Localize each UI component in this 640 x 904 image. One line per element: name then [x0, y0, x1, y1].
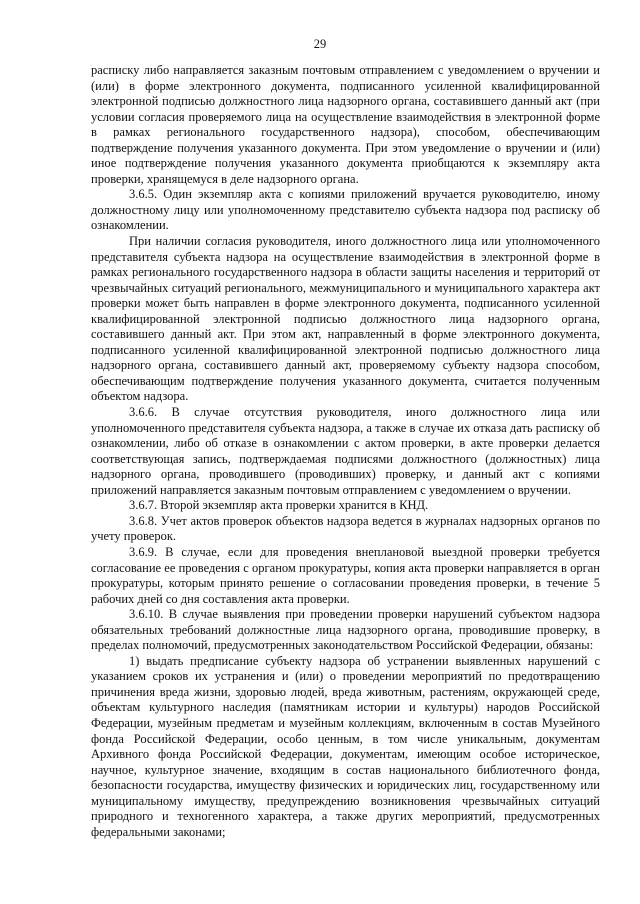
paragraph-3-6-7: 3.6.7. Второй экземпляр акта проверки хранится в КНД. [129, 498, 429, 513]
page-number: 29 [313, 37, 327, 51]
paragraph-3-6-10: 3.6.10. В случае выявления при проведении проверки нарушений субъектом надзора обязательных требований должностные лица надзорного органа, проводившие проверку, в пределах полномочий, предусмотренных законодательством Российской Федерации, обязаны: [91, 607, 600, 653]
document-body [91, 63, 600, 840]
paragraph-3-6-8: 3.6.8. Учет актов проверок объектов надзора ведется в журналах надзорных органов по учету проверок. [91, 513, 600, 544]
list-item-1: 1) выдать предписание субъекту надзора об устранении выявленных нарушений с указанием сроков их устранения и (или) о проведении мероприятий по предотвращению причинения вреда жизни, здоровью людей, вреда животным, растениям, окружающей среде, объектам культурного наследия (памятникам истории и культуры) народов Российской Федерации, музейным предметам и музейным коллекциям, включенным в состав Музейного фонда Российской Федерации, особо ценным, в том числе уникальным, документам Архивного фонда Российской Федерации, документам, имеющим особое историческое, научное, культурное значение, входящим в состав национального библиотечного фонда, безопасности государства, имуществу физических и юридических лиц, государственному или муниципальному имуществу, предупреждению возникновения чрезвычайных ситуаций природного и техногенного характера, а также других мероприятий, предусмотренных федеральными законами; [91, 653, 600, 839]
paragraph-continuation: распиcку либо направляется заказным почтовым отправлением с уведомлением о вручении и (или) в форме электронного документа, подписанного усиленной квалифицированной электронной подписью должностного лица надзорного органа, составившего данный акт (при условии согласия проверяемого лица на осуществление взаимодействия в электронной форме в рамках регионального государственного надзора), способом, обеспечивающим подтверждение получения указанного документа. При этом уведомление о вручении и (или) иное подтверждение получения указанного документа приобщаются к экземпляру акта проверки, хранящемуся в деле надзорного органа. [91, 63, 600, 186]
paragraph-3-6-9: 3.6.9. В случае, если для проведения внеплановой выездной проверки требуется согласование ее проведения с органом прокуратуры, копия акта проверки направляется в орган прокуратуры, которым принято решение о согласовании проведения проверки, в течение 5 рабочих дней со дня составления акта проверки. [91, 544, 600, 606]
paragraph-3-6-5: 3.6.5. Один экземпляр акта с копиями приложений вручается руководителю, иному должностному лицу или уполномоченному представителю субъекта надзора под расписку об ознакомлении. [91, 187, 600, 233]
paragraph-electronic-consent: При наличии согласия руководителя, иного должностного лица или уполномоченного представителя субъекта надзора на осуществление взаимодействия в электронной форме в рамках регионального государственного надзора в области защиты населения и территорий от чрезвычайных ситуаций регионального, межмуниципального и муниципального характера акт проверки может быть направлен в форме электронного документа, подписанного усиленной квалифицированной электронной подписью должностного лица надзорного органа, составившего данный акт. При этом акт, направленный в форме электронного документа, подписанного усиленной квалифицированной электронной подписью должностного лица надзорного органа, составившего данный акт, проверяемому субъекту надзора способом, обеспечивающим подтверждение получения указанного документа, считается полученным объектом надзора. [91, 234, 600, 404]
paragraph-3-6-6: 3.6.6. В случае отсутствия руководителя, иного должностного лица или уполномоченного представителя субъекта надзора, а также в случае их отказа дать расписку об ознакомлении, либо об отказе в ознакомлении с актом проверки, в акте проверки делается соответствующая запись, подтверждаемая подписями должностного (должностных) лица надзорного органа, проводившего (проводивших) проверку, и данный акт с копиями приложений направляется заказным почтовым отправлением с уведомлением о вручении. [91, 405, 600, 497]
